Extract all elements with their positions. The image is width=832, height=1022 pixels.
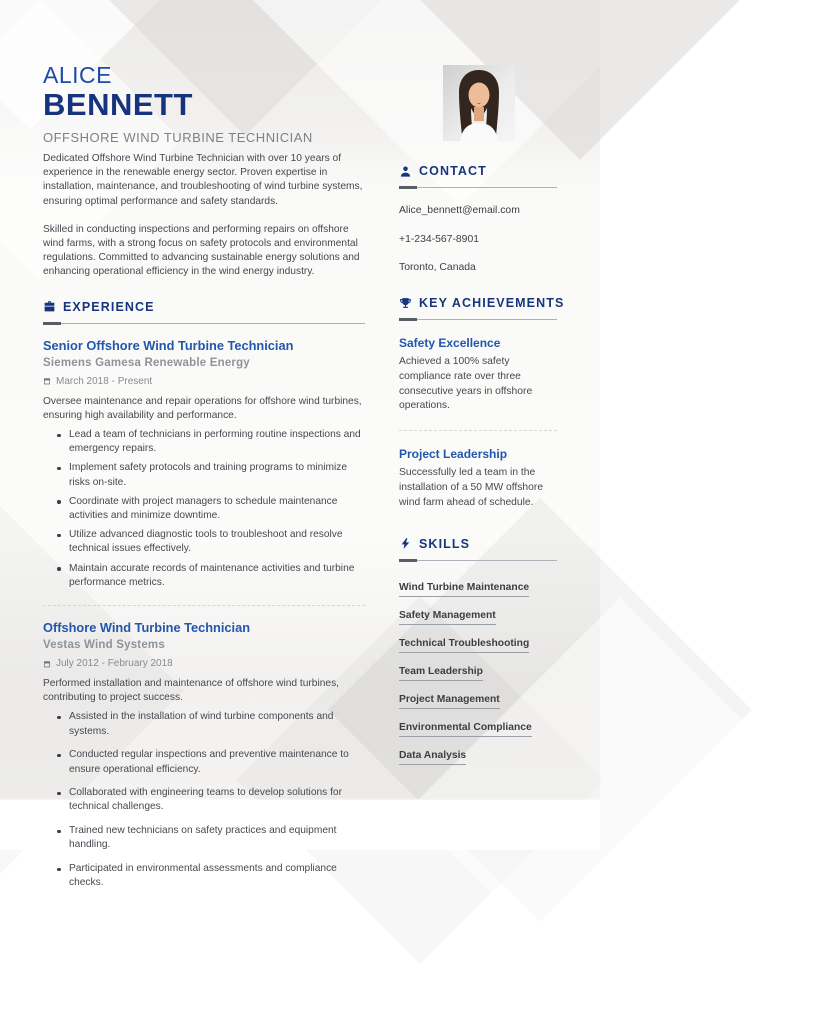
bullet-item: Assisted in the installation of wind turbine components and systems. [69, 710, 365, 738]
skills-heading-label: SKILLS [419, 536, 471, 551]
avatar [443, 65, 515, 141]
job-company-1: Siemens Gamesa Renewable Energy [43, 356, 250, 369]
skill-label: Technical Troubleshooting [399, 638, 529, 654]
contact-heading-label: CONTACT [419, 164, 487, 178]
experience-section [43, 300, 365, 891]
skill-item [399, 633, 557, 654]
skill-item [399, 661, 557, 682]
skill-label: Safety Management [399, 610, 496, 626]
person-icon [399, 165, 412, 178]
left-column [43, 152, 365, 900]
job-dates-2 [43, 658, 365, 669]
skill-label: Data Analysis [399, 750, 466, 766]
section-rule [399, 319, 557, 320]
contact-list [399, 205, 557, 273]
trophy-icon [399, 297, 412, 310]
achievements-heading [399, 296, 565, 310]
job-dates-1 [43, 376, 365, 387]
experience-heading [43, 300, 365, 314]
job-dates-label-2: July 2012 - February 2018 [56, 658, 173, 670]
skill-item [399, 745, 557, 766]
section-rule [399, 187, 557, 188]
contact-phone: +1-234-567-8901 [399, 233, 480, 245]
summary-paragraph-1: Dedicated Offshore Wind Turbine Technician with over 10 years of experience in the renewable energy sector. Proven expertise in installation, maintenance, and troubleshooting of wind turbine systems, ensuring optimal performance and safety standards. [43, 153, 363, 207]
skill-item [399, 717, 557, 738]
bolt-icon [399, 537, 412, 550]
job-description-1: Oversee maintenance and repair operations for offshore wind turbines, ensuring high availability and performance. [43, 395, 362, 421]
bullet-item: Maintain accurate records of maintenance activities and turbine performance metrics. [69, 562, 365, 590]
contact-location: Toronto, Canada [399, 262, 476, 273]
skills-heading [399, 537, 557, 551]
achievements-divider [399, 430, 557, 431]
bullet-item: Utilize advanced diagnostic tools to troubleshoot and resolve technical issues effectively. [69, 528, 365, 556]
job-title: OFFSHORE WIND TURBINE TECHNICIAN [43, 130, 313, 145]
achievements-heading-label: KEY ACHIEVEMENTS [419, 296, 565, 310]
experience-heading-label: EXPERIENCE [63, 299, 155, 314]
skill-label: Project Management [399, 694, 500, 710]
achievement-text-1: Achieved a 100% safety compliance rate over three consecutive years in offshore operations. [399, 356, 533, 412]
achievement-text-2: Successfully led a team in the installation of a 50 MW offshore wind farm ahead of schedule. [399, 467, 544, 508]
achievement-item-2 [399, 447, 557, 510]
bullet-item: Coordinate with project managers to schedule maintenance activities and minimize downtime. [69, 495, 365, 523]
skill-label: Environmental Compliance [399, 722, 532, 738]
achievements-section [399, 296, 565, 511]
contact-email: Alice_bennett@email.com [399, 205, 520, 216]
profile-photo [443, 65, 515, 141]
job-description-2: Performed installation and maintenance of offshore wind turbines, contributing to project success. [43, 678, 339, 704]
section-rule [399, 560, 557, 561]
achievement-item-1 [399, 336, 557, 414]
right-column [399, 152, 565, 900]
skill-label: Wind Turbine Maintenance [399, 582, 529, 598]
bullet-item: Trained new technicians on safety practices and equipment handling. [69, 824, 365, 852]
skills-section [399, 537, 557, 766]
job-title-2: Offshore Wind Turbine Technician [43, 620, 251, 636]
bullet-item: Conducted regular inspections and preventive maintenance to ensure operational efficiency. [69, 748, 365, 776]
last-name: BENNETT [43, 87, 193, 122]
job-company-2: Vestas Wind Systems [43, 639, 165, 652]
skill-item [399, 689, 557, 710]
job-bullets-2 [43, 710, 365, 890]
job-entry-1 [43, 338, 365, 590]
jobs-divider [43, 605, 365, 606]
contact-heading [399, 164, 557, 178]
summary-section [43, 152, 365, 280]
achievement-title-2: Project Leadership [399, 447, 508, 462]
bullet-item: Implement safety protocols and training programs to minimize risks on-site. [69, 461, 365, 489]
bullet-item: Participated in environmental assessments and compliance checks. [69, 862, 365, 890]
job-title-1: Senior Offshore Wind Turbine Technician [43, 337, 294, 353]
bullet-item: Collaborated with engineering teams to develop solutions for technical challenges. [69, 786, 365, 814]
bullet-item: Lead a team of technicians in performing routine inspections and emergency repairs. [69, 428, 365, 456]
summary-paragraph-2: Skilled in conducting inspections and performing repairs on offshore wind farms, with a strong focus on safety protocols and environmental regulations. Committed to advancing sustainable energy solutions and enhancing operational efficiency in the wind energy industry. [43, 223, 360, 278]
job-entry-2 [43, 620, 365, 890]
calendar-icon [43, 660, 51, 668]
skill-item [399, 577, 557, 598]
contact-section [399, 164, 557, 273]
skills-list [399, 577, 557, 766]
skill-item [399, 605, 557, 626]
achievement-title-1: Safety Excellence [399, 336, 501, 350]
section-rule [43, 323, 365, 324]
skill-label: Team Leadership [399, 666, 483, 682]
first-name: ALICE [43, 62, 112, 88]
briefcase-icon [43, 300, 56, 313]
job-dates-label-1: March 2018 - Present [56, 375, 153, 387]
job-bullets-1 [43, 428, 365, 590]
calendar-icon [43, 377, 51, 385]
